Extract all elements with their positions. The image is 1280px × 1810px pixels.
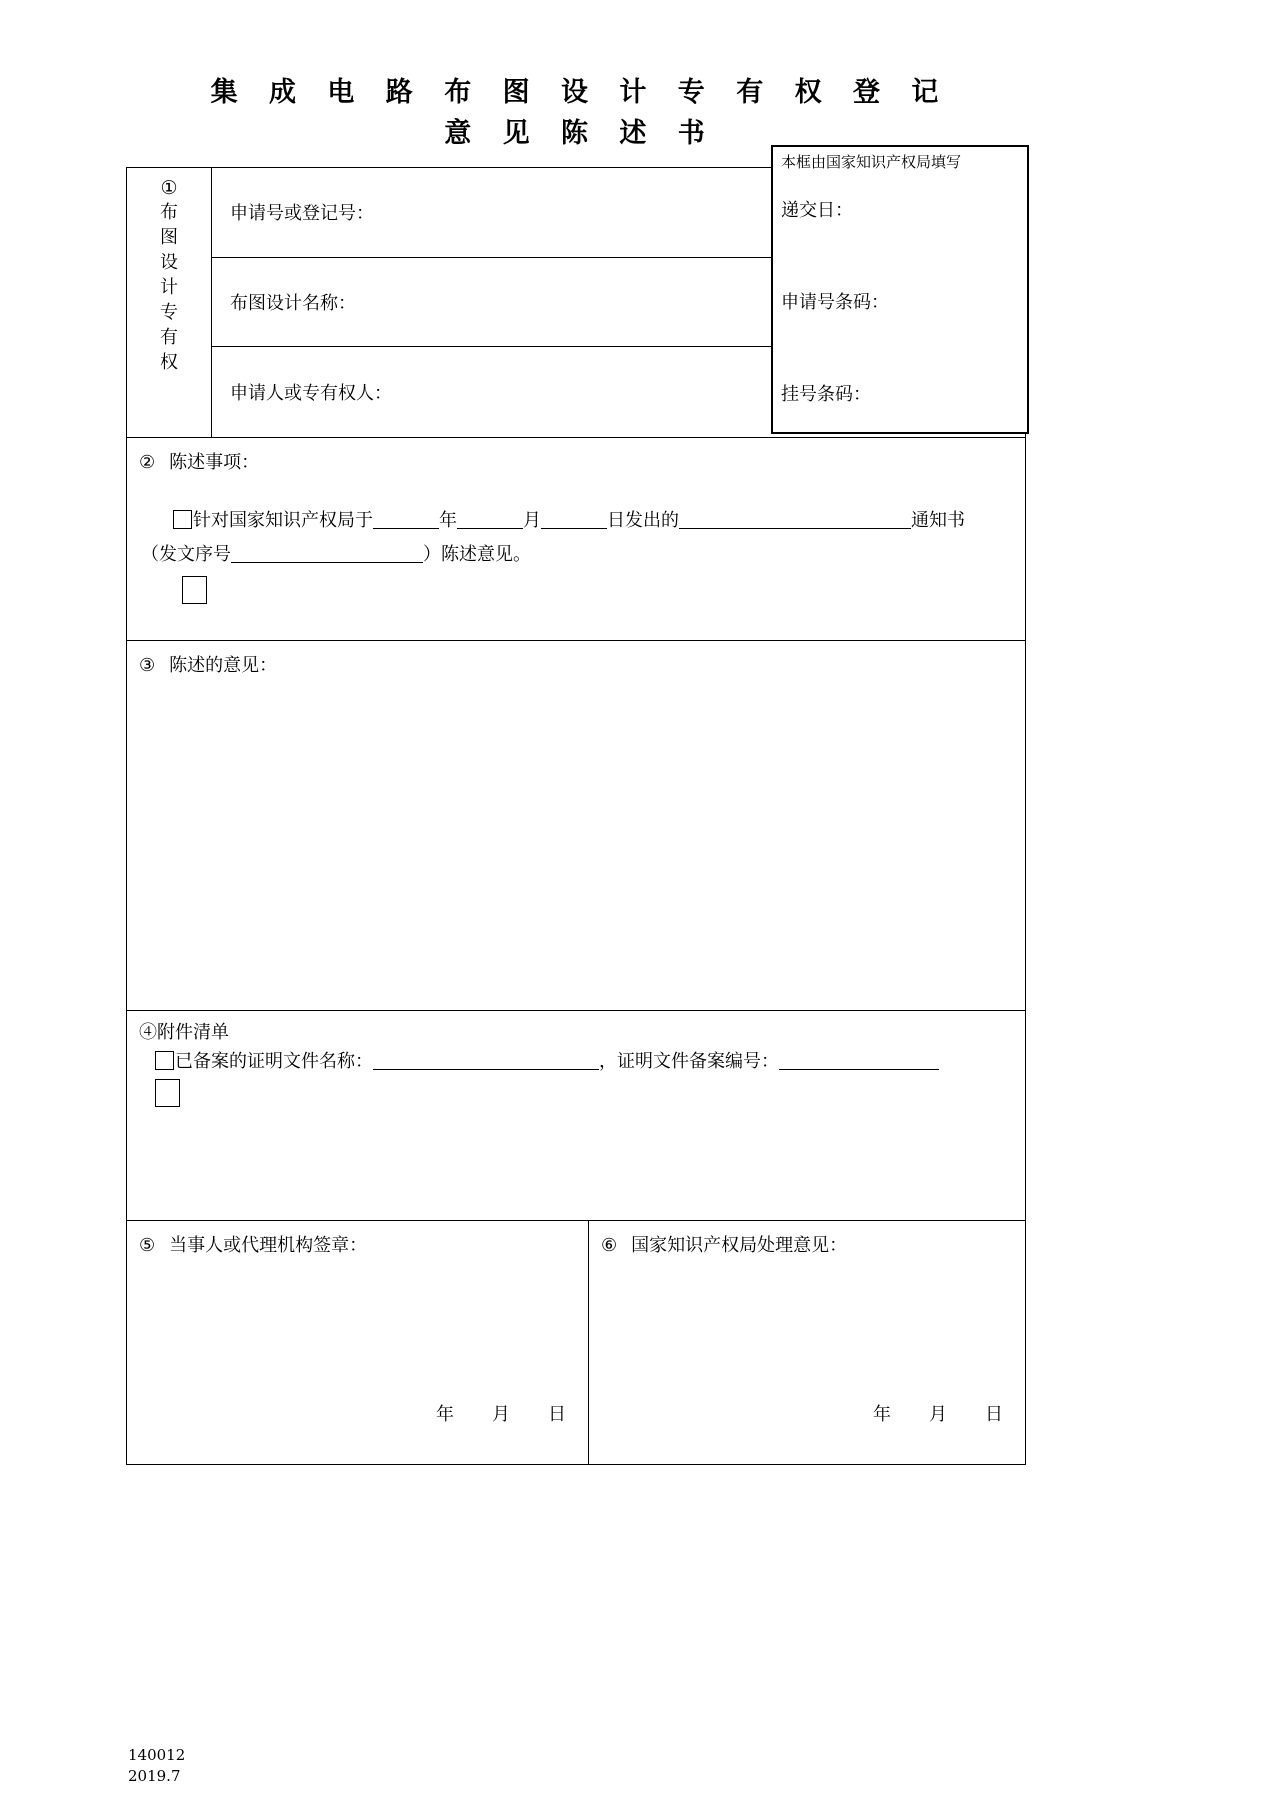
section-6-month: 月	[929, 1404, 947, 1425]
section-5-heading-text: 当事人或代理机构签章：	[169, 1235, 368, 1256]
section-3-number: ③	[139, 655, 156, 676]
section-5-party-signature[interactable]	[127, 1221, 589, 1464]
checkbox-statement-other-wrap	[182, 576, 207, 608]
section-2-paragraph	[127, 478, 1025, 572]
section-4-heading	[127, 1019, 1025, 1047]
section-2-statement-matters	[127, 438, 1025, 641]
signature-row	[127, 1221, 1025, 1464]
section-2-heading-text: 陈述事项：	[169, 452, 260, 473]
certificate-name-blank[interactable]	[373, 1052, 599, 1070]
section-1-vertical-header	[127, 168, 212, 437]
checkbox-attachment-other[interactable]	[155, 1079, 180, 1107]
section-2-line1-a: 针对国家知识产权局于	[193, 510, 373, 531]
registered-mail-barcode-label: 挂号条码：	[781, 384, 871, 405]
form-version-date: 2019.7	[128, 1767, 181, 1785]
month-blank[interactable]	[457, 511, 523, 529]
office-use-header: 本框由国家知识产权局填写	[781, 153, 962, 171]
submission-date-label: 递交日：	[781, 200, 853, 221]
section-6-heading	[589, 1231, 1025, 1261]
section-2-heading	[127, 448, 1025, 478]
section-2-number: ②	[139, 452, 156, 473]
section-1-vertical-label: 布 图 设 计 专 有 权	[160, 202, 178, 373]
footer	[128, 1745, 185, 1787]
section-5-month: 月	[492, 1404, 510, 1425]
checkbox-filed-certificate[interactable]	[155, 1051, 174, 1070]
section-2-line2-b: ）陈述意见。	[423, 544, 531, 565]
year-blank[interactable]	[373, 511, 439, 529]
section-2-month-label: 月	[523, 510, 541, 531]
section-6-day: 日	[985, 1404, 1003, 1425]
section-4-attachment-list	[127, 1011, 1025, 1221]
dispatch-serial-blank[interactable]	[231, 545, 423, 563]
section-2-line2-a: （发文序号	[141, 544, 231, 565]
title-line-2: 意 见 陈 述 书	[444, 118, 716, 149]
section-5-day: 日	[548, 1404, 566, 1425]
notice-name-blank[interactable]	[679, 511, 911, 529]
certificate-number-blank[interactable]	[779, 1052, 939, 1070]
checkbox-statement-other[interactable]	[182, 576, 207, 604]
section-6-date-line	[873, 1400, 1003, 1426]
section-6-heading-text: 国家知识产权局处理意见：	[631, 1235, 848, 1256]
section-3-heading-text: 陈述的意见：	[169, 655, 278, 676]
application-barcode-label: 申请号条码：	[781, 292, 889, 313]
section-6-office-opinion[interactable]	[589, 1221, 1025, 1464]
section-2-line1-end: 通知书	[911, 510, 965, 531]
section-2-year-label: 年	[439, 510, 457, 531]
section-5-number: ⑤	[139, 1235, 156, 1256]
checkbox-attachment-other-wrap	[155, 1079, 180, 1111]
day-blank[interactable]	[541, 511, 607, 529]
section-4-item-label: 已备案的证明文件名称：	[175, 1051, 373, 1072]
section-5-date-line	[436, 1400, 566, 1426]
applicant-or-owner-label: 申请人或专有权人：	[230, 383, 392, 405]
section-6-number: ⑥	[601, 1235, 618, 1256]
checkbox-statement-notice[interactable]	[173, 510, 192, 529]
page-title	[0, 72, 1160, 154]
form-code: 140012	[128, 1746, 186, 1764]
section-5-year: 年	[436, 1404, 454, 1425]
office-use-box	[771, 145, 1029, 434]
section-4-item-mid: ，证明文件备案编号：	[599, 1051, 779, 1072]
section-3-opinions[interactable]	[127, 641, 1025, 1011]
section-4-number: ④	[139, 1022, 157, 1043]
section-1-number: ①	[160, 177, 178, 199]
section-2-day-label: 日发出的	[607, 510, 679, 531]
section-5-heading	[127, 1231, 588, 1261]
section-4-item-line	[127, 1047, 1025, 1077]
section-4-heading-text: 附件清单	[157, 1022, 229, 1043]
application-number-label: 申请号或登记号：	[230, 203, 374, 225]
layout-design-name-label: 布图设计名称：	[230, 293, 356, 314]
section-6-year: 年	[873, 1404, 891, 1425]
title-line-1: 集 成 电 路 布 图 设 计 专 有 权 登 记	[210, 77, 950, 108]
section-3-heading	[127, 651, 1025, 681]
